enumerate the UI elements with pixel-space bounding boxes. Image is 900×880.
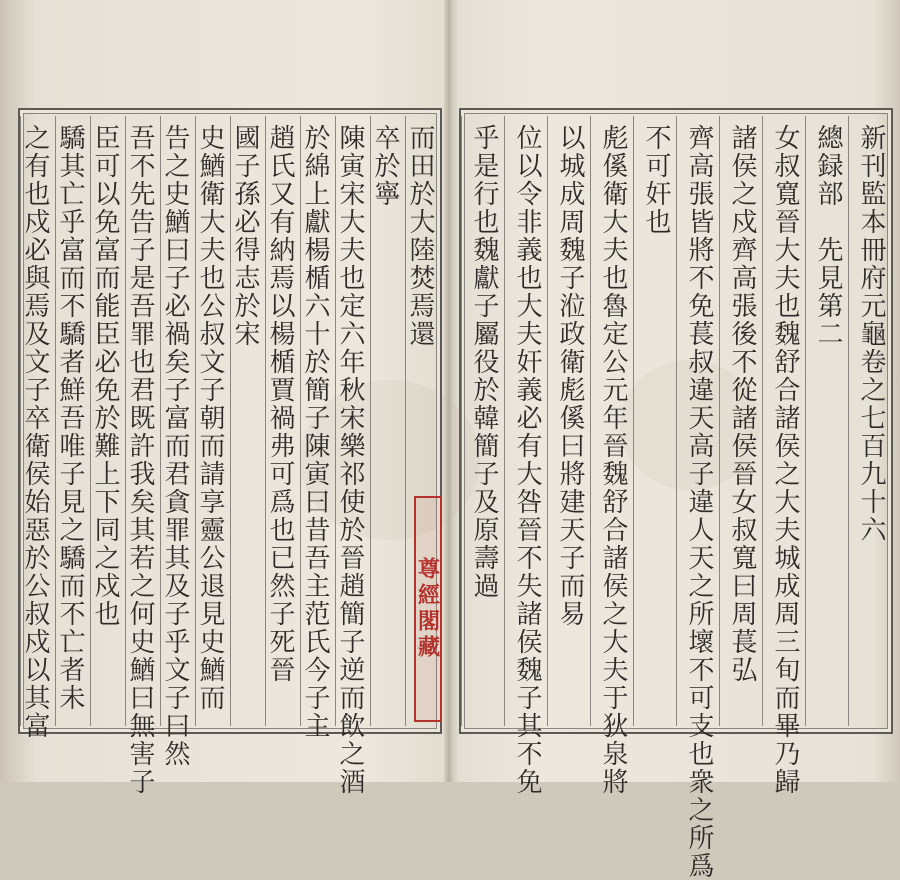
text-column — [719, 116, 762, 726]
column-text: 女叔寬晉大夫也魏舒合諸侯之大夫城成周三旬而畢乃歸 — [770, 124, 800, 796]
column-text: 之有也戍必與焉及文子卒衛侯始惡於公叔戍以其富 — [20, 124, 50, 740]
text-column — [55, 116, 90, 726]
text-column — [195, 116, 230, 726]
column-text: 告之史鰌曰子必禍矣子富而君貪罪其及子乎文子曰然 — [160, 124, 190, 768]
column-text: 位以令非義也大夫奸義必有大咎晉不失諸侯魏子其不免 — [512, 124, 542, 796]
column-text: 新刊監本冊府元龜卷之七百九十六 — [856, 124, 886, 544]
column-text: 臣可以免富而能臣必免於難上下同之戍也 — [90, 124, 120, 628]
column-text: 乎是行也魏獻子屬役於韓簡子及原壽過 — [469, 124, 499, 600]
text-column — [160, 116, 195, 768]
left-page-frame — [18, 108, 442, 796]
text-column — [20, 116, 55, 740]
left-page — [0, 0, 447, 796]
text-column — [633, 116, 676, 726]
text-column — [848, 116, 891, 726]
column-text: 以城成周魏子涖政衛彪傒曰將建天子而易 — [555, 124, 585, 628]
text-column — [676, 116, 719, 880]
text-column — [461, 116, 504, 726]
text-column — [762, 116, 805, 796]
column-text: 彪傒衛大夫也魯定公元年晉魏舒合諸侯之大夫于狄泉將 — [598, 124, 628, 796]
text-column — [265, 116, 300, 726]
column-text: 陳寅宋大夫也定六年秋宋樂祁使於晉趙簡子逆而飲之酒 — [335, 124, 365, 796]
column-text: 吾不先告子是吾罪也君既許我矣其若之何史鰌曰無害子 — [125, 124, 155, 796]
text-column — [335, 116, 370, 796]
text-column — [805, 116, 848, 726]
column-text: 諸侯之戍齊高張後不從諸侯晉女叔寬曰周萇弘 — [727, 124, 757, 684]
column-text: 卒於寧 — [370, 124, 400, 208]
text-column — [125, 116, 160, 796]
column-text: 不可奸也 — [641, 124, 671, 236]
seal-text: 尊經閣藏 — [414, 557, 441, 661]
collector-seal — [414, 496, 442, 722]
text-column — [300, 116, 335, 740]
right-page-frame — [459, 108, 893, 880]
text-column — [90, 116, 125, 726]
text-column — [547, 116, 590, 726]
column-text: 總録部 先見第二 — [813, 124, 843, 348]
text-column — [504, 116, 547, 796]
column-text: 齊高張皆將不免萇叔違天高子違人天之所壞不可支也衆之所爲 — [684, 124, 714, 880]
text-column — [230, 116, 265, 726]
column-text: 而田於大陸焚焉還 — [405, 124, 435, 348]
text-column — [590, 116, 633, 796]
column-text: 國子孫必得志於宋 — [230, 124, 260, 348]
column-text: 趙氏又有納焉以楊楯賈禍弗可爲也已然子死晉 — [265, 124, 295, 684]
column-text: 於綿上獻楊楯六十於簡子陳寅曰昔吾主范氏今子主 — [300, 124, 330, 740]
right-page — [451, 0, 900, 880]
column-text: 驕其亡乎富而不驕者鮮吾唯子見之驕而不亡者未 — [55, 124, 85, 712]
text-column — [370, 116, 405, 726]
column-text: 史鰌衛大夫也公叔文子朝而請享靈公退見史鰌而 — [195, 124, 225, 712]
